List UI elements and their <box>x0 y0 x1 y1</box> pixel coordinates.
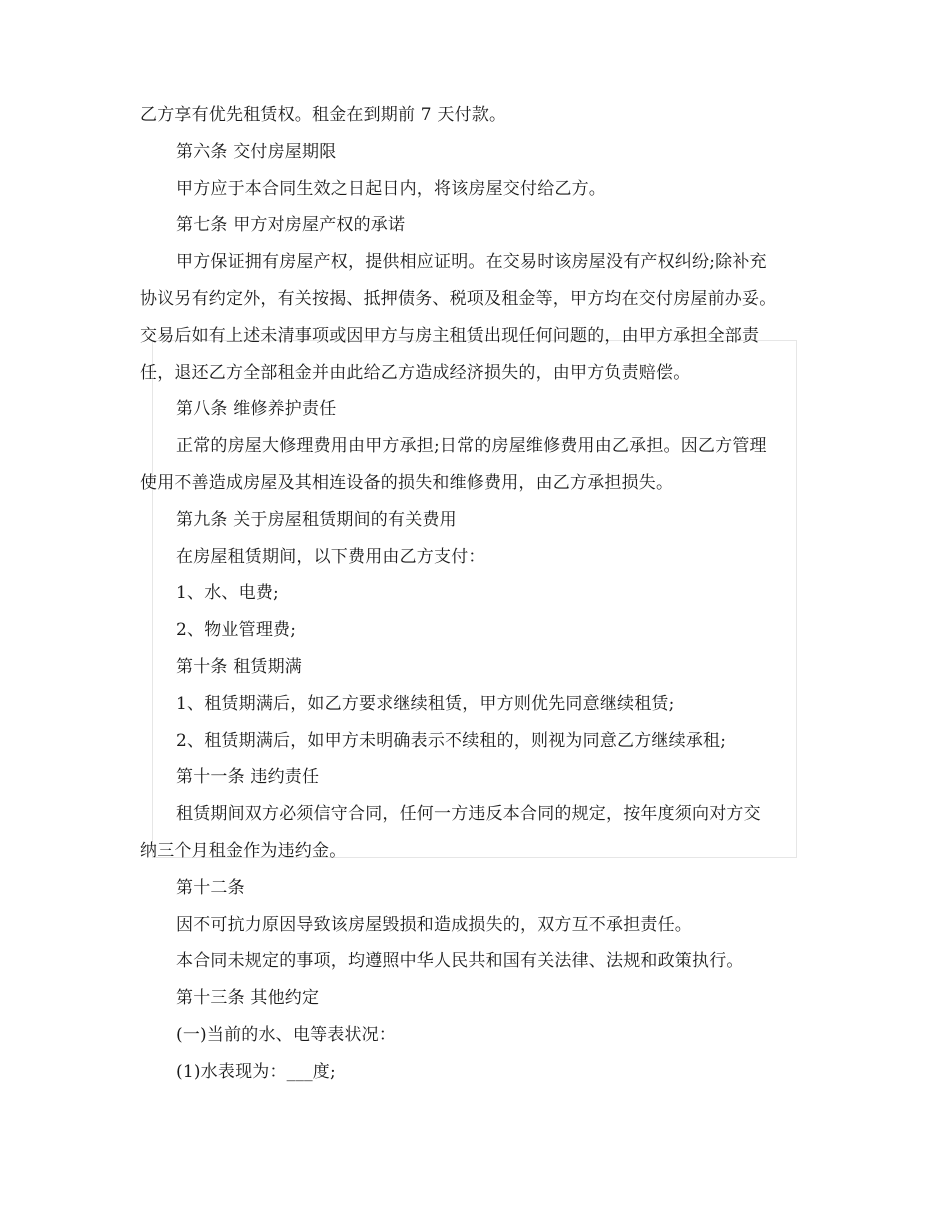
document-line: 正常的房屋大修理费用由甲方承担;日常的房屋维修费用由乙承担。因乙方管理 <box>176 436 767 457</box>
document-line: 2、物业管理费; <box>176 620 297 641</box>
document-line: 甲方应于本合同生效之日起日内，将该房屋交付给乙方。 <box>176 178 606 199</box>
document-line: 第八条 维修养护责任 <box>176 399 337 420</box>
document-line: 第六条 交付房屋期限 <box>176 141 337 162</box>
document-line: 第十三条 其他约定 <box>176 988 320 1009</box>
document-line: (一)当前的水、电等表状况： <box>176 1024 397 1045</box>
document-line: 租赁期间双方必须信守合同，任何一方违反本合同的规定，按年度须向对方交 <box>176 804 761 825</box>
document-line: 1、租赁期满后，如乙方要求继续租赁，甲方则优先同意继续租赁; <box>176 693 675 714</box>
contract-document-body <box>140 97 820 1091</box>
document-line: 本合同未规定的事项，均遵照中华人民共和国有关法律、法规和政策执行。 <box>176 951 744 972</box>
document-line: 因不可抗力原因导致该房屋毁损和造成损失的，双方互不承担责任。 <box>176 914 692 935</box>
document-line: 第十条 租赁期满 <box>176 656 303 677</box>
document-line: 在房屋租赁期间，以下费用由乙方支付： <box>176 546 486 567</box>
document-line: 乙方享有优先租赁权。租金在到期前 7 天付款。 <box>140 105 507 125</box>
document-line: 第十一条 违约责任 <box>176 767 320 788</box>
document-line: 甲方保证拥有房屋产权，提供相应证明。在交易时该房屋没有产权纠纷;除补充 <box>176 252 767 273</box>
document-line: 协议另有约定外，有关按揭、抵押债务、税项及租金等，甲方均在交付房屋前办妥。 <box>140 288 777 309</box>
document-line: 第九条 关于房屋租赁期间的有关费用 <box>176 509 457 530</box>
document-line: 2、租赁期满后，如甲方未明确表示不续租的，则视为同意乙方继续承租; <box>176 730 727 751</box>
document-line: 任，退还乙方全部租金并由此给乙方造成经济损失的，由甲方负责赔偿。 <box>140 362 691 383</box>
document-line: (1)水表现为：___度; <box>176 1061 336 1082</box>
document-line: 纳三个月租金作为违约金。 <box>140 840 347 861</box>
document-line: 第十二条 <box>176 877 245 898</box>
document-line: 交易后如有上述未清事项或因甲方与房主租赁出现任何问题的，由甲方承担全部责 <box>140 325 760 346</box>
document-line: 1、水、电费; <box>176 583 279 604</box>
document-line: 第七条 甲方对房屋产权的承诺 <box>176 215 406 236</box>
document-line: 使用不善造成房屋及其相连设备的损失和维修费用，由乙方承担损失。 <box>140 472 674 493</box>
